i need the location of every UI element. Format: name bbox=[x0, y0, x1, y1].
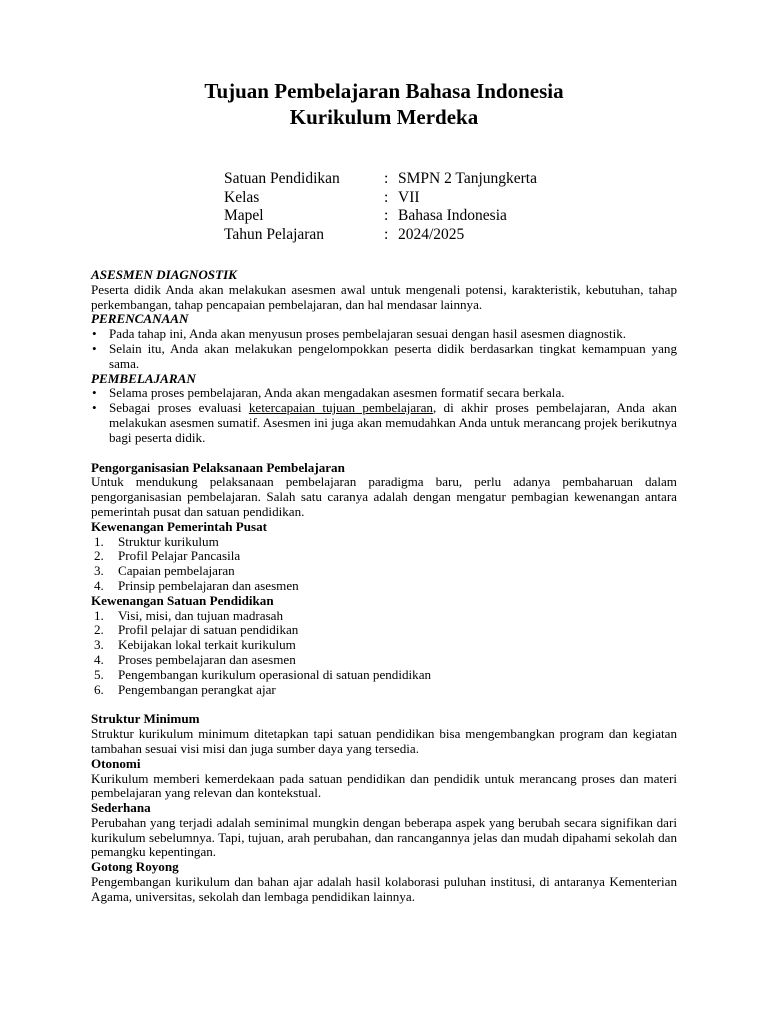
info-value: Bahasa Indonesia bbox=[398, 207, 507, 224]
info-separator: : bbox=[384, 188, 389, 206]
list-item-text: Struktur kurikulum bbox=[118, 533, 219, 549]
info-label: Kelas bbox=[224, 188, 260, 206]
heading-sederhana: Sederhana bbox=[91, 800, 151, 816]
info-value: 2024/2025 bbox=[398, 225, 465, 243]
info-row-kelas bbox=[224, 189, 537, 208]
list-item bbox=[91, 683, 677, 698]
list-item bbox=[91, 609, 677, 624]
document-body bbox=[91, 268, 677, 905]
info-value: SMPN 2 Tanjungkerta bbox=[398, 170, 537, 187]
info-row-tahun bbox=[224, 226, 537, 245]
paragraph-gotong-royong: Pengembangan kurikulum dan bahan ajar adalah hasil kolaborasi puluhan institusi, di antaranya Kementerian Agama, universitas, sekolah dan lembaga pendidikan lainnya. bbox=[91, 874, 677, 904]
heading-asesmen: ASESMEN DIAGNOSTIK bbox=[91, 267, 237, 282]
heading-pembelajaran: PEMBELAJARAN bbox=[91, 370, 196, 386]
list-item-text: Sebagai proses evaluasi bbox=[109, 400, 249, 416]
heading-kewenangan-satuan: Kewenangan Satuan Pendidikan bbox=[91, 592, 274, 608]
list-item bbox=[91, 579, 677, 594]
list-item bbox=[91, 623, 677, 638]
list-item bbox=[91, 638, 677, 653]
list-number: 2. bbox=[94, 622, 104, 638]
list-number: 6. bbox=[94, 681, 104, 697]
list-item-text: Capaian pembelajaran bbox=[118, 563, 235, 579]
info-separator: : bbox=[384, 225, 389, 243]
title-line-2: Kurikulum Merdeka bbox=[289, 105, 479, 129]
info-separator: : bbox=[384, 170, 389, 187]
list-item-text: Prinsip pembelajaran dan asesmen bbox=[118, 577, 299, 593]
heading-gotong-royong: Gotong Royong bbox=[91, 859, 179, 875]
list-item bbox=[91, 668, 677, 683]
info-label: Mapel bbox=[224, 207, 264, 224]
info-value: VII bbox=[398, 188, 420, 206]
heading-kewenangan-pusat: Kewenangan Pemerintah Pusat bbox=[91, 518, 268, 534]
paragraph-struktur-minimum: Struktur kurikulum minimum ditetapkan tapi satuan pendidikan bisa mengembangkan program dan kegiatan tambahan sesuai visi misi dan juga sumber daya yang tersedia. bbox=[91, 726, 677, 756]
list-number: 4. bbox=[94, 651, 104, 667]
heading-pengorganisasian: Pengorganisasian Pelaksanaan Pembelajaran bbox=[91, 459, 345, 475]
paragraph-pengorganisasian: Untuk mendukung pelaksanaan pembelajaran paradigma baru, perlu adanya pembaharuan dalam pengorganisasian pembelajaran. Salah satu caranya adalah dengan mengatur pembagian kewenangan antara pemerintah pusat dan satuan pendidikan. bbox=[91, 474, 677, 519]
list-item-text: Kebijakan lokal terkait kurikulum bbox=[118, 637, 296, 653]
list-number: 2. bbox=[94, 548, 104, 564]
list-item-text: Profil pelajar di satuan pendidikan bbox=[118, 622, 299, 638]
heading-struktur-minimum: Struktur Minimum bbox=[91, 711, 200, 727]
info-row-satuan bbox=[224, 170, 537, 189]
list-item-text: Profil Pelajar Pancasila bbox=[118, 548, 241, 564]
paragraph-asesmen: Peserta didik Anda akan melakukan asesmen awal untuk mengenali potensi, karakteristik, kebutuhan, tahap perkembangan, tahap pencapaian pembelajaran, dan hal mendasar lainnya. bbox=[91, 281, 677, 312]
list-item-text: , di akhir proses pembelajaran, Anda akan melakukan asesmen sumatif. Asesmen ini juga akan memudahkan Anda untuk merancang projek berikutnya bagi peserta didik. bbox=[109, 400, 677, 445]
list-item: • Selain itu, Anda akan melakukan pengelompokkan peserta didik berdasarkan tingkat kemampuan yang sama. bbox=[91, 342, 677, 372]
list-item-text: Visi, misi, dan tujuan madrasah bbox=[118, 607, 284, 623]
paragraph-sederhana: Perubahan yang terjadi adalah seminimal mungkin dengan beberapa aspek yang berubah secara signifikan dari kurikulum sebelumnya. Tapi, tujuan, arah perubahan, dan rancangannya jelas dan mudah dipahami sekolah dan pemangku kepentingan. bbox=[91, 814, 677, 860]
list-item bbox=[91, 535, 677, 550]
list-perencanaan bbox=[91, 327, 677, 371]
list-kewenangan-satuan bbox=[91, 609, 677, 698]
title-line-1: Tujuan Pembelajaran Bahasa Indonesia bbox=[204, 79, 564, 103]
underlined-link-text[interactable]: ketercapaian tujuan pembelajaran bbox=[248, 400, 433, 416]
list-number: 1. bbox=[94, 533, 104, 549]
list-item bbox=[91, 549, 677, 564]
list-number: 5. bbox=[94, 666, 104, 682]
info-label: Satuan Pendidikan bbox=[224, 170, 340, 187]
list-item-text: Pengembangan kurikulum operasional di satuan pendidikan bbox=[118, 666, 432, 682]
list-number: 1. bbox=[94, 607, 104, 623]
info-label: Tahun Pelajaran bbox=[224, 225, 325, 243]
document-title bbox=[0, 78, 768, 130]
list-item bbox=[91, 564, 677, 579]
info-separator: : bbox=[384, 207, 389, 224]
list-number: 3. bbox=[94, 563, 104, 579]
heading-otonomi: Otonomi bbox=[91, 755, 141, 771]
list-pembelajaran bbox=[91, 386, 677, 445]
heading-perencanaan: PERENCANAAN bbox=[91, 311, 189, 327]
list-item: • Pada tahap ini, Anda akan menyusun proses pembelajaran sesuai dengan hasil asesmen diagnostik. bbox=[91, 327, 677, 342]
list-item-text: Proses pembelajaran dan asesmen bbox=[118, 651, 296, 667]
info-row-mapel bbox=[224, 207, 537, 226]
list-item: • Selama proses pembelajaran, Anda akan mengadakan asesmen formatif secara berkala. bbox=[91, 386, 677, 401]
list-number: 3. bbox=[94, 637, 104, 653]
list-item-text: Pengembangan perangkat ajar bbox=[118, 681, 276, 697]
list-number: 4. bbox=[94, 577, 104, 593]
list-kewenangan-pusat bbox=[91, 535, 677, 594]
list-item bbox=[91, 401, 677, 445]
list-item bbox=[91, 653, 677, 668]
info-table bbox=[224, 170, 537, 244]
paragraph-otonomi: Kurikulum memberi kemerdekaan pada satuan pendidikan dan pendidik untuk merancang proses dan materi pembelajaran yang relevan dan kontekstual. bbox=[91, 770, 677, 801]
